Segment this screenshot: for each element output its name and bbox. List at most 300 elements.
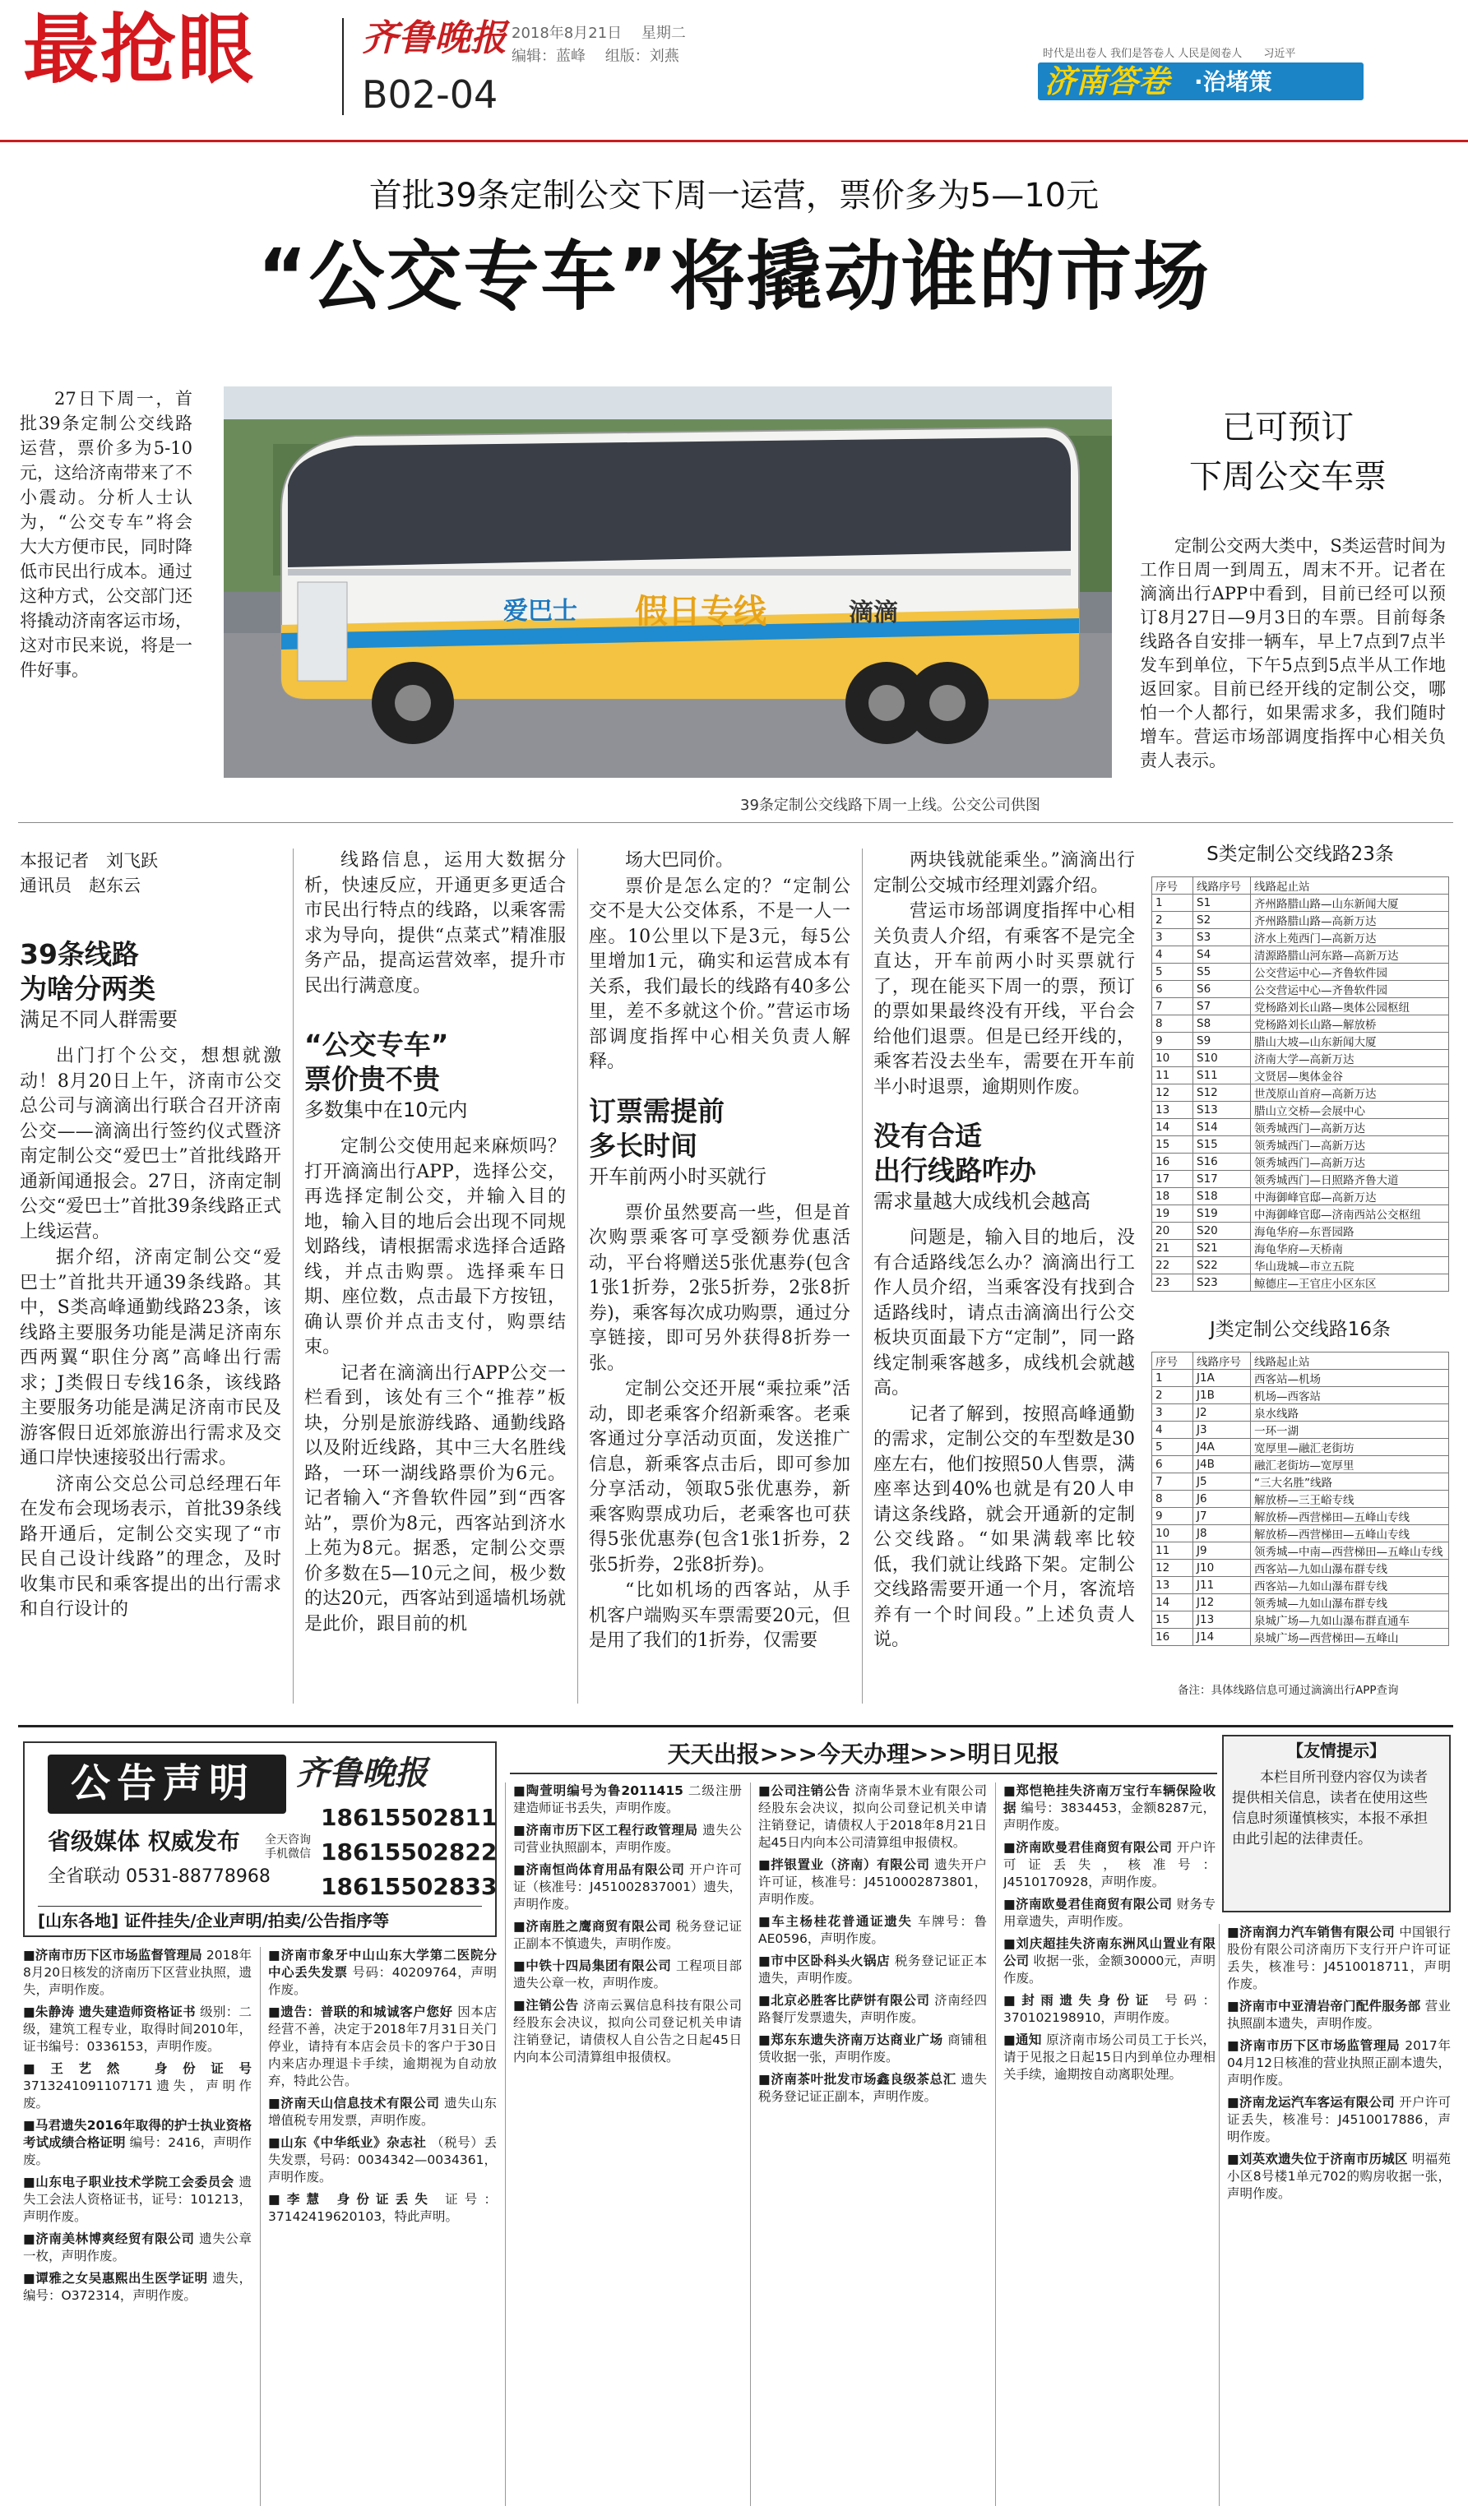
- table-row: [1152, 895, 1449, 912]
- slogan: 时代是出卷人 我们是答卷人 人民是阅卷人 习近平: [1043, 48, 1296, 60]
- route-stops: “三大名胜”线路: [1251, 1473, 1449, 1491]
- route-index: 6: [1152, 1456, 1193, 1473]
- route-stops: 泉城广场—九如山瀑布群直通车: [1251, 1611, 1449, 1629]
- route-code: S22: [1193, 1257, 1251, 1274]
- ads-divider: [995, 1782, 996, 2506]
- column-2: 线路信息，运用大数据分析，快速反应，开通更多更适合市民出行特点的线路，以乘客需求为导向，提供“点菜式”精准服务产品，提高运营效率，提升市民出行满意度。 “公交专车” 票价贵不贵 多数集中在10元内 定制公交使用起来麻烦吗？打开滴滴出行APP，选择公交，再选择定制公交，并输入目的地，输入目的地后会出现不同规划路线，请根据需求选择合适路线，并点击购票。选择乘车日期、座位数，点击最下方按钮，确认票价并点击支付，购票结束。 记者在滴滴出行APP公交一栏看到，该处有三个“推荐”板块，分别是旅游线路、通勤线路以及附近线路，其中三大名胜线路，一环一湖线路票价为6元。记者输入“齐鲁软件园”到“西客站”，票价为8元，西客站到济水上苑为8元。据悉，定制公交票价多数在5—10元之间，极少数的达20元，西客站到遥墙机场就是此价，跟目前的机: [304, 850, 566, 1635]
- route-stops: 解放桥—三王峪专线: [1251, 1491, 1449, 1508]
- table-row: [1152, 981, 1449, 998]
- ads-tagline: 省级媒体 权威发布: [48, 1828, 240, 1855]
- route-code: J4A: [1193, 1439, 1251, 1456]
- route-index: 4: [1152, 1422, 1193, 1439]
- route-code: J1B: [1193, 1387, 1251, 1404]
- table-row: [1152, 1611, 1449, 1629]
- route-code: S7: [1193, 998, 1251, 1015]
- route-stops: 济南大学—高新万达: [1251, 1050, 1449, 1067]
- classified-notice: ■马君遗失2016年取得的护士执业资格考试成绩合格证明 编号：2416，声明作废。: [23, 2118, 252, 2167]
- notice-body: 遗失，编号：O372314，声明作废。: [23, 2271, 252, 2303]
- classified-notice: ■注销公告 济南云翼信息科技有限公司经股东会决议，拟向公司登记机关申请注销登记，请债权人自公告之日起45日内向本公司清算组申报债权。: [513, 1998, 742, 2065]
- sec4-title: 没有合适 出行线路咋办: [873, 1120, 1036, 1186]
- classified-notice: ■朱静涛 遗失建造师资格证书 级别：二级，建筑工程专业，取得时间2010年，证书编号：0336153，声明作废。: [23, 2004, 252, 2054]
- route-code: S12: [1193, 1084, 1251, 1102]
- notice-title: 刘英欢遗失位于济南市历城区: [1239, 2152, 1408, 2166]
- ads-column-1: [23, 1947, 252, 2506]
- notice-title: 济南恒尚体育用品有限公司: [526, 1862, 685, 1877]
- route-stops: 西客站—九如山瀑布群专线: [1251, 1577, 1449, 1594]
- table-row: [1152, 1119, 1449, 1136]
- route-index: 21: [1152, 1240, 1193, 1257]
- ads-phone-1: 18615502811: [321, 1804, 498, 1831]
- notice-body: 3713241091107171遗失，声明作废。: [23, 2078, 252, 2111]
- table-row: [1152, 946, 1449, 964]
- classified-notice: ■拌银置业（济南）有限公司 遗失开户许可证，核准号：J4510002873801，声明作废。: [758, 1857, 987, 1907]
- route-stops: 领秀城西门—高新万达: [1251, 1154, 1449, 1171]
- route-code: S4: [1193, 946, 1251, 964]
- table-row: [1152, 1015, 1449, 1033]
- notice-body: 商铺租赁收据一张，声明作废。: [758, 2032, 987, 2065]
- route-stops: 中海御峰官邸—高新万达: [1251, 1188, 1449, 1205]
- notice-body: 级别：二级，建筑工程专业，取得时间2010年，证书编号：0336153，声明作废。: [23, 2004, 252, 2054]
- route-code: S14: [1193, 1119, 1251, 1136]
- ads-promo-box: [23, 1741, 497, 1937]
- notice-title: 山东《中华纸业》杂志社: [280, 2135, 427, 2150]
- table-row: [1152, 1525, 1449, 1542]
- route-stops: 解放桥—西营梯田—五峰山专线: [1251, 1508, 1449, 1525]
- route-stops: 泉水线路: [1251, 1404, 1449, 1422]
- sub-column: ·治堵策: [1194, 68, 1272, 95]
- table-row: [1152, 1370, 1449, 1387]
- ads-phone-2: 18615502822: [321, 1838, 498, 1866]
- notice-title: 济南龙运汽车客运有限公司: [1239, 2095, 1395, 2110]
- classified-notice: ■山东《中华纸业》杂志社 （税号）丢失发票，号码：0034342—0034361，声明作废。: [268, 2135, 497, 2185]
- route-code: J3: [1193, 1422, 1251, 1439]
- route-code: S19: [1193, 1205, 1251, 1223]
- bus-brand: 爱巴士: [503, 597, 577, 626]
- notice-title: 济南市中亚清岩帝门配件服务部: [1239, 1999, 1421, 2014]
- route-index: 4: [1152, 946, 1193, 964]
- table-row: [1152, 1274, 1449, 1292]
- notice-title: 郑东东遗失济南万达商业广场: [771, 2032, 943, 2047]
- column-divider: [293, 848, 294, 1704]
- route-index: 15: [1152, 1611, 1193, 1629]
- table-row: [1152, 1240, 1449, 1257]
- route-stops: 腊山大坡—山东新闻大厦: [1251, 1033, 1449, 1050]
- notice-body: 明福苑小区8号楼1单元702的购房收据一张，声明作废。: [1227, 2152, 1451, 2201]
- ads-column-4: [758, 1782, 987, 2506]
- col-header-route: 线路序号: [1193, 877, 1251, 895]
- route-stops: 齐州路腊山路—山东新闻大厦: [1251, 895, 1449, 912]
- notice-body: 开户许可证（核准号：J451002837001）遗失，声明作废。: [513, 1862, 742, 1912]
- notice-title: 济南市象牙中山山东大学第二医院分中心丢失发票: [268, 1948, 497, 1980]
- table-row: [1152, 1154, 1449, 1171]
- j-route-table: [1151, 1352, 1449, 1646]
- classified-notice: ■山东电子职业技术学院工会委员会 遗失工会法人资格证书，证号：101213，声明作废。: [23, 2175, 252, 2224]
- route-code: S17: [1193, 1171, 1251, 1188]
- ads-banner-rule: [510, 1773, 1217, 1774]
- s-routes-title: S类定制公交线路23条: [1206, 844, 1394, 865]
- sec4-subtitle: 需求量越大成线机会越高: [873, 1190, 1091, 1213]
- notice-body: 遗失山东增值税专用发票，声明作废。: [268, 2096, 497, 2128]
- route-stops: 领秀城西门—高新万达: [1251, 1136, 1449, 1154]
- j-routes-table: [1151, 1352, 1449, 1646]
- table-row: [1152, 1084, 1449, 1102]
- classified-notice: ■李慧 身份证丢失 证号：37142419620103，特此声明。: [268, 2192, 497, 2224]
- classified-notice: ■济南天山信息技术有限公司 遗失山东增值税专用发票，声明作废。: [268, 2096, 497, 2128]
- notice-body: 工程项目部遗失公章一枚，声明作废。: [513, 1958, 742, 1991]
- table-header-row: [1152, 1352, 1449, 1370]
- route-code: S13: [1193, 1102, 1251, 1119]
- table-row: [1152, 964, 1449, 981]
- route-stops: 解放桥—西营梯田—五峰山专线: [1251, 1525, 1449, 1542]
- route-index: 16: [1152, 1154, 1193, 1171]
- route-code: S11: [1193, 1067, 1251, 1084]
- photo-caption: 39条定制公交线路下周一上线。公交公司供图: [740, 797, 1040, 814]
- notice-body: 税务登记证正本遗失，声明作废。: [758, 1954, 987, 1986]
- route-stops: 融汇老街坊—宽厚里: [1251, 1456, 1449, 1473]
- route-code: J1A: [1193, 1370, 1251, 1387]
- notice-title: 济南市历下区市场监管理局: [1239, 2038, 1401, 2053]
- route-stops: 机场—西客站: [1251, 1387, 1449, 1404]
- bus-route-label: 假日专线: [635, 593, 766, 631]
- route-stops: 一环一湖: [1251, 1422, 1449, 1439]
- notice-title: 拌银置业（济南）有限公司: [771, 1857, 930, 1872]
- route-stops: 公交营运中心—齐鲁软件园: [1251, 981, 1449, 998]
- notice-title: 中铁十四局集团有限公司: [526, 1958, 672, 1973]
- notice-body: 中国银行股份有限公司济南历下支行开户许可证丢失，核准号：J4510018711，声明作废。: [1227, 1925, 1451, 1991]
- route-index: 8: [1152, 1015, 1193, 1033]
- column-divider: [577, 848, 578, 1704]
- route-stops: 泉城广场—西营梯田—五峰山: [1251, 1629, 1449, 1646]
- route-index: 16: [1152, 1629, 1193, 1646]
- routes-note: 备注：具体线路信息可通过滴滴出行APP查询: [1178, 1684, 1399, 1697]
- s-routes-table: [1151, 876, 1449, 1292]
- notice-body: 济南华景木业有限公司经股东会决议，拟向公司登记机关申请注销登记，请债权人于2018年8月21日起45日内向本公司清算组申报债权。: [758, 1783, 987, 1850]
- sec3-title: 订票需提前 多长时间: [589, 1094, 725, 1162]
- notice-body: 2017年04月12日核准的营业执照正副本遗失，声明作废。: [1227, 2038, 1451, 2088]
- editor-info: [512, 44, 679, 66]
- route-code: J6: [1193, 1491, 1251, 1508]
- route-index: 23: [1152, 1274, 1193, 1292]
- classified-notice: ■济南市中亚清岩帝门配件服务部 营业执照副本遗失，声明作废。: [1227, 1999, 1451, 2031]
- sec1-title: 39条线路 为啥分两类: [20, 938, 155, 1005]
- route-stops: 海龟华府—天桥南: [1251, 1240, 1449, 1257]
- ads-hotline: 全省联动 0531-88778968: [48, 1866, 271, 1887]
- route-stops: 鲸德庄—王官庄小区东区: [1251, 1274, 1449, 1292]
- reporter-byline: 本报记者 刘飞跃 通讯员 赵东云: [20, 851, 158, 895]
- notice-body: 遗失公章一枚，声明作废。: [23, 2231, 252, 2263]
- classified-notice: ■济南市历下区工程行政管理局 遗失公司营业执照副本，声明作废。: [513, 1823, 742, 1855]
- classified-notice: ■封雨遗失身份证 号码：370102198910，声明作废。: [1003, 1993, 1216, 2025]
- route-code: S9: [1193, 1033, 1251, 1050]
- route-code: S3: [1193, 929, 1251, 946]
- table-row: [1152, 1102, 1449, 1119]
- route-stops: 领秀城—九如山瀑布群专线: [1251, 1594, 1449, 1611]
- route-stops: 公交营运中心—齐鲁软件园: [1251, 964, 1449, 981]
- table-header-row: [1152, 877, 1449, 895]
- classified-notice: ■刘英欢遗失位于济南市历城区 明福苑小区8号楼1单元702的购房收据一张，声明作废。: [1227, 2152, 1451, 2201]
- layout-editor: 组版：刘燕: [604, 48, 679, 65]
- table-row: [1152, 1033, 1449, 1050]
- route-stops: 中海御峰官邸—济南西站公交枢纽: [1251, 1205, 1449, 1223]
- side-heading: 已可预订 下周公交车票: [1189, 409, 1387, 496]
- newspaper-logo: 齐鲁晚报: [362, 17, 507, 59]
- notice-title: 通知: [1016, 2032, 1042, 2047]
- route-code: J5: [1193, 1473, 1251, 1491]
- notice-title: 郑恺艳挂失济南万宝行车辆保险收据: [1003, 1783, 1216, 1815]
- route-stops: 党杨路刘长山路—奥体公园枢纽: [1251, 998, 1449, 1015]
- notice-title: 济南美林博爽经贸有限公司: [35, 2231, 195, 2246]
- table-row: [1152, 1560, 1449, 1577]
- route-index: 6: [1152, 981, 1193, 998]
- table-row: [1152, 1387, 1449, 1404]
- table-row: [1152, 1404, 1449, 1422]
- notice-body: 遗失工会法人资格证书，证号：101213，声明作废。: [23, 2175, 252, 2224]
- notice-body: 原济南市场公司员工于长兴，请于见报之日起15日内到单位办理相关手续，逾期按自动离职处理。: [1003, 2032, 1216, 2082]
- route-index: 7: [1152, 1473, 1193, 1491]
- notice-title: 济南欧曼君佳商贸有限公司: [1016, 1840, 1173, 1855]
- ads-column-5: [1003, 1782, 1216, 2506]
- notice-title: 马君遗失2016年取得的护士执业资格考试成绩合格证明: [23, 2118, 252, 2150]
- side-text: 定制公交两大类中，S类运营时间为工作日周一到周五，周末不开。记者在滴滴出行APP中看到，目前已经可以预订8月27日—9月3日的车票。目前每条线路各自安排一辆车，早上7点到7点半发车到单位，下午5点到5点半从工作地返回家。目前已经开线的定制公交，哪怕一个人都行，如果需求多，我们随时增车。营运市场部调度指挥中心相关负责人表示。: [1140, 536, 1446, 770]
- ads-divider: [260, 1947, 261, 2506]
- table-row: [1152, 1491, 1449, 1508]
- classified-notice: ■济南市历下区市场监督管理局 2018年8月20日核发的济南历下区营业执照，遗失，声明作废。: [23, 1948, 252, 1997]
- page-number: B02-04: [362, 72, 498, 117]
- bus-app-label: 滴滴: [849, 599, 898, 627]
- notice-title: 市中区卧科头火锅店: [771, 1954, 891, 1968]
- ads-box-logo: 齐鲁晚报: [296, 1754, 428, 1792]
- route-index: 1: [1152, 895, 1193, 912]
- column-4: 两块钱就能乘坐。”滴滴出行定制公交城市经理刘露介绍。 营运市场部调度指挥中心相关负责人介绍，有乘客不是完全直达，开车前两小时买票就行了，现在能买下周一的票，预订的票如果最终没有开线，平台会给他们退票。但是已经开线的，乘客若没去坐车，需要在开车前半小时退票，逾期则作废。 没有合适 出行线路咋办 需求量越大成线机会越高 问题是，输入目的地后，没有合适路线怎么办？滴滴出行工作人员介绍，当乘客没有找到合适路线时，请点击滴滴出行公交板块页面最下方“定制”，同一路线定制乘客越多，成线机会就越高。 记者了解到，按照高峰通勤的需求，定制公交的车型数是30座左右，他们按照50人售票，满座率达到40%也就是有20人申请这条线路，就会开通新的定制公交线路。“如果满载率比较低，我们就让线路下架。定制公交线路需要开通一个月，客流培养有一个时间段。”上述负责人说。: [873, 850, 1135, 1650]
- route-index: 3: [1152, 929, 1193, 946]
- classified-notice: ■公司注销公告 济南华景木业有限公司经股东会决议，拟向公司登记机关申请注销登记，请债权人于2018年8月21日起45日内向本公司清算组申报债权。: [758, 1783, 987, 1850]
- classified-notice: ■谭雅之女吴惠熙出生医学证明 遗失，编号：O372314，声明作废。: [23, 2271, 252, 2303]
- notice-title: 陶萱明编号为鲁2011415: [526, 1783, 683, 1798]
- ads-banner: 天天出报>>>今天办理>>>明日见报: [667, 1741, 1060, 1768]
- route-index: 1: [1152, 1370, 1193, 1387]
- route-code: J8: [1193, 1525, 1251, 1542]
- table-row: [1152, 1188, 1449, 1205]
- table-row: [1152, 1577, 1449, 1594]
- route-index: 11: [1152, 1067, 1193, 1084]
- route-code: S18: [1193, 1188, 1251, 1205]
- classified-notice: ■郑恺艳挂失济南万宝行车辆保险收据 编号：3834453，金额8287元，声明作废。: [1003, 1783, 1216, 1833]
- notice-body: 财务专用章遗失，声明作废。: [1003, 1897, 1216, 1929]
- notice-body: 开户许可证丢失，核准号：J4510170928，声明作废。: [1003, 1840, 1216, 1889]
- notice-title: 朱静涛 遗失建造师资格证书: [35, 2004, 196, 2019]
- col-header-stops: 线路起止站: [1251, 877, 1449, 895]
- route-stops: 腊山立交桥—会展中心: [1251, 1102, 1449, 1119]
- sec2-title: “公交专车” 票价贵不贵: [304, 1029, 449, 1095]
- table-row: [1152, 1257, 1449, 1274]
- route-index: 10: [1152, 1525, 1193, 1542]
- route-index: 13: [1152, 1577, 1193, 1594]
- route-stops: 宽厚里—融汇老街坊: [1251, 1439, 1449, 1456]
- route-index: 20: [1152, 1223, 1193, 1240]
- route-stops: 文贤居—奥体金谷: [1251, 1067, 1449, 1084]
- issue-date: [512, 21, 686, 43]
- notice-body: 济南经四路餐厅发票遗失，声明作废。: [758, 1993, 987, 2025]
- s-route-table-body: [1152, 895, 1449, 1292]
- bus-illustration: [224, 386, 1112, 778]
- friendly-tip-text: 本栏目所刊登内容仅为读者提供相关信息，读者在使用这些信息时须谨慎核实，本报不承担由此引起的法律责任。: [1232, 1769, 1428, 1847]
- route-index: 14: [1152, 1119, 1193, 1136]
- classified-notice: ■市中区卧科头火锅店 税务登记证正本遗失，声明作废。: [758, 1954, 987, 1986]
- route-index: 14: [1152, 1594, 1193, 1611]
- notice-body: 因本店经营不善，决定于2018年7月31日关门停业，请持有本店会员卡的客户于30日内来店办理退卡手续，逾期视为自动放弃，特此公告。: [268, 2004, 497, 2088]
- route-stops: 清源路腊山河东路—高新万达: [1251, 946, 1449, 964]
- route-code: S15: [1193, 1136, 1251, 1154]
- notice-title: 注销公告: [526, 1998, 579, 2013]
- notice-title: 济南欧曼君佳商贸有限公司: [1016, 1897, 1173, 1912]
- ads-tagline-2: 全天咨询 手机微信: [265, 1833, 311, 1861]
- column-1: 本报记者 刘飞跃 通讯员 赵东云 39条线路 为啥分两类 满足不同人群需要 出门打个公交，想想就激动！8月20日上午，济南市公交总公司与滴滴出行联合召开济南公交——滴滴出行签约仪式暨济南定制公交“爱巴士”首批线路开通新闻通报会。27日，济南定制公交“爱巴士”首批39条线路正式上线运营。 据介绍，济南定制公交“爱巴士”首批共开通39条线路。其中，S类高峰通勤线路23条，该线路主要服务功能是满足济南东西两翼“职住分离”高峰出行需求；J类假日专线16条，该线路主要服务功能是满足济南市民及游客假日近郊旅游出行需求及交通口岸快速接驳出行需求。 济南公交总公司总经理石年在发布会现场表示，首批39条线路开通后，定制公交实现了“市民自己设计线路”的理念，及时收集市民和乘客提出的出行需求和自行设计的: [20, 848, 281, 1712]
- route-index: 18: [1152, 1188, 1193, 1205]
- route-index: 15: [1152, 1136, 1193, 1154]
- notice-body: 遗失公司营业执照副本，声明作废。: [513, 1823, 742, 1855]
- ads-phone-3: 18615502833: [321, 1873, 498, 1900]
- ads-divider: [750, 1782, 751, 2506]
- table-row: [1152, 1473, 1449, 1491]
- route-code: S2: [1193, 912, 1251, 929]
- route-code: S23: [1193, 1274, 1251, 1292]
- table-row: [1152, 1205, 1449, 1223]
- classified-notice: ■济南欧曼君佳商贸有限公司 财务专用章遗失，声明作废。: [1003, 1897, 1216, 1929]
- classified-notice: ■郑东东遗失济南万达商业广场 商铺租赁收据一张，声明作废。: [758, 2032, 987, 2065]
- notice-body: 2018年8月20日核发的济南历下区营业执照，遗失，声明作废。: [23, 1948, 252, 1997]
- route-index: 2: [1152, 1387, 1193, 1404]
- classified-notice: ■车主杨桂花普通证遗失 车牌号：鲁AE0596，声明作废。: [758, 1914, 987, 1946]
- notice-body: 收据一张，金额30000元，声明作废。: [1003, 1954, 1216, 1986]
- notice-body: 号码：40209764，声明作废。: [268, 1965, 497, 1997]
- route-code: J14: [1193, 1629, 1251, 1646]
- route-code: S6: [1193, 981, 1251, 998]
- route-index: 19: [1152, 1205, 1193, 1223]
- table-row: [1152, 929, 1449, 946]
- notice-title: 济南茶叶批发市场鑫良级茶总汇: [771, 2072, 956, 2087]
- masthead-rule: [0, 140, 1468, 142]
- classified-notice: ■济南润力汽车销售有限公司 中国银行股份有限公司济南历下支行开户许可证丢失，核准号：J4510018711，声明作废。: [1227, 1925, 1451, 1991]
- notice-body: 编号：3834453，金额8287元，声明作废。: [1003, 1801, 1216, 1833]
- notice-title: 王艺然 身份证号: [50, 2061, 252, 2076]
- s-route-table: [1151, 876, 1449, 1292]
- route-stops: 领秀城西门—高新万达: [1251, 1119, 1449, 1136]
- route-code: J9: [1193, 1542, 1251, 1560]
- ads-column-2: [268, 1947, 497, 2506]
- notice-title: 车主杨桂花普通证遗失: [771, 1914, 913, 1929]
- route-stops: 领秀城—中南—西营梯田—五峰山专线: [1251, 1542, 1449, 1560]
- headline-kicker: 首批39条定制公交下周一运营，票价多为5—10元: [368, 177, 1100, 215]
- classified-notice: ■济南市象牙中山山东大学第二医院分中心丢失发票 号码：40209764，声明作废。: [268, 1948, 497, 1997]
- notice-body: 济南云翼信息科技有限公司经股东会决议，拟向公司登记机关申请注销登记，请债权人自公告之日起45日内向本公司清算组申报债权。: [513, 1998, 742, 2065]
- notice-body: 税务登记证正副本不慎遗失，声明作废。: [513, 1919, 742, 1951]
- ads-box-title: 公告声明: [71, 1760, 256, 1806]
- classified-notice: ■济南恒尚体育用品有限公司 开户许可证（核准号：J451002837001）遗失，声明作废。: [513, 1862, 742, 1912]
- route-index: 3: [1152, 1404, 1193, 1422]
- masthead-divider: [342, 18, 344, 115]
- date: 2018年8月21日: [512, 25, 623, 42]
- notice-title: 济南市历下区工程行政管理局: [526, 1823, 698, 1838]
- notice-title: 公司注销公告: [771, 1783, 850, 1798]
- route-code: J10: [1193, 1560, 1251, 1577]
- route-index: 17: [1152, 1171, 1193, 1188]
- classified-notice: ■济南美林博爽经贸有限公司 遗失公章一枚，声明作废。: [23, 2231, 252, 2263]
- route-index: 5: [1152, 1439, 1193, 1456]
- ads-divider: [505, 1782, 506, 2506]
- route-stops: 华山珑城—市立五院: [1251, 1257, 1449, 1274]
- route-index: 2: [1152, 912, 1193, 929]
- notice-title: 山东电子职业技术学院工会委员会: [35, 2175, 234, 2189]
- table-row: [1152, 1171, 1449, 1188]
- sec3-subtitle: 开车前两小时买就行: [589, 1164, 766, 1188]
- classified-notice: ■中铁十四局集团有限公司 工程项目部遗失公章一枚，声明作废。: [513, 1958, 742, 1991]
- column-title: 济南答卷: [1044, 63, 1170, 99]
- notice-title: 封雨遗失身份证: [1021, 1993, 1155, 2008]
- route-code: S5: [1193, 964, 1251, 981]
- classified-notice: ■北京必胜客比萨饼有限公司 济南经四路餐厅发票遗失，声明作废。: [758, 1993, 987, 2025]
- sec1-subtitle: 满足不同人群需要: [20, 1008, 178, 1031]
- masthead: [0, 0, 1468, 148]
- table-row: [1152, 1050, 1449, 1067]
- route-index: 8: [1152, 1491, 1193, 1508]
- table-row: [1152, 1456, 1449, 1473]
- sec2-subtitle: 多数集中在10元内: [304, 1098, 468, 1121]
- notice-title: 济南胜之鹰商贸有限公司: [526, 1919, 672, 1934]
- route-index: 5: [1152, 964, 1193, 981]
- friendly-tip-title: 【友情提示】: [1287, 1741, 1386, 1760]
- route-stops: 党杨路刘长山路—解放桥: [1251, 1015, 1449, 1033]
- route-code: J11: [1193, 1577, 1251, 1594]
- classified-notice: ■济南茶叶批发市场鑫良级茶总汇 遗失税务登记证正副本，声明作废。: [758, 2072, 987, 2104]
- route-code: S20: [1193, 1223, 1251, 1240]
- notice-body: 编号：2416，声明作废。: [23, 2135, 252, 2167]
- notice-title: 刘庆超挂失济南东洲风山置业有限公司: [1003, 1936, 1216, 1968]
- route-code: S16: [1193, 1154, 1251, 1171]
- route-index: 22: [1152, 1257, 1193, 1274]
- ads-column-3: [513, 1782, 742, 2506]
- route-stops: 西客站—机场: [1251, 1370, 1449, 1387]
- classified-notice: ■通知 原济南市场公司员工于长兴，请于见报之日起15日内到单位办理相关手续，逾期按自动离职处理。: [1003, 2032, 1216, 2082]
- route-code: S1: [1193, 895, 1251, 912]
- weekday: 星期二: [641, 25, 686, 42]
- route-index: 10: [1152, 1050, 1193, 1067]
- route-index: 13: [1152, 1102, 1193, 1119]
- section-rule: [18, 822, 1453, 823]
- route-stops: 领秀城西门—日照路齐鲁大道: [1251, 1171, 1449, 1188]
- table-row: [1152, 1594, 1449, 1611]
- column-3: 场大巴同价。 票价是怎么定的？“定制公交不是大公交体系，不是一人一座。10公里以下是3元，每5公里增加1元，确实和运营成本有关系，我们最长的线路有40多公里，差不多就这个价。”营运市场部调度指挥中心相关负责人解释。 订票需提前 多长时间 开车前两小时买就行 票价虽然要高一些，但是首次购票乘客可享受额券优惠活动，平台将赠送5张优惠券(包含1张1折券，2张5折券，2张8折券)，乘客每次成功购票，通过分享链接，即可另外获得8折券一张。 定制公交还开展“乘拉乘”活动，即老乘客介绍新乘客。老乘客通过分享活动页面，发送推广信息，新乘客点击后，即可参加分享活动，领取5张优惠券，新乘客购票成功后，老乘客也可获得5张优惠券(包含1张1折券，2张5折券，2张8折券)。 “比如机场的西客站，从手机客户端购买车票需要20元，但是用了我们的1折券，仅需要: [589, 850, 850, 1651]
- route-stops: 海龟华府—东晋园路: [1251, 1223, 1449, 1240]
- classified-notice: ■济南市历下区市场监管理局 2017年04月12日核准的营业执照正副本遗失，声明作废。: [1227, 2038, 1451, 2088]
- notice-body: 开户许可证丢失，核准号：J4510017886，声明作废。: [1227, 2095, 1451, 2144]
- col-header-stops: 线路起止站: [1251, 1352, 1449, 1370]
- table-row: [1152, 1136, 1449, 1154]
- ads-column-6: [1227, 1924, 1451, 2506]
- route-code: J7: [1193, 1508, 1251, 1525]
- col-header-route: 线路序号: [1193, 1352, 1251, 1370]
- route-index: 12: [1152, 1084, 1193, 1102]
- route-code: J13: [1193, 1611, 1251, 1629]
- table-row: [1152, 998, 1449, 1015]
- route-code: J4B: [1193, 1456, 1251, 1473]
- route-code: S10: [1193, 1050, 1251, 1067]
- table-row: [1152, 1422, 1449, 1439]
- j-routes-title: J类定制公交线路16条: [1209, 1319, 1392, 1340]
- col-header-index: 序号: [1152, 877, 1193, 895]
- notice-title: 谭雅之女吴惠熙出生医学证明: [35, 2271, 208, 2286]
- column-divider: [862, 848, 863, 1704]
- route-code: S21: [1193, 1240, 1251, 1257]
